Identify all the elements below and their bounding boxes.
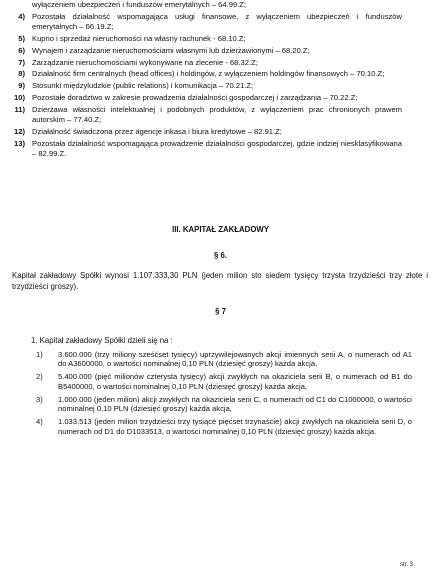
list-item-number: 12) (14, 127, 25, 137)
share-series-list (36, 350, 412, 440)
list-item-text: Pozostała działalność wspomagająca prowadzenie działalności gospodarczej, gdzie indziej niesklasyfikowana – 82.99.Z. (32, 138, 402, 159)
list-item-number: 9) (18, 81, 25, 91)
list-item (36, 395, 412, 414)
paragraph-7-intro: 1. Kapitał zakładowy Spółki dzieli się na : (31, 336, 173, 345)
list-item-text: 1.033.513 (jeden milion trzydzieści trzy tysiące pięćset trzynaście) akcji zwykłych na okaziciela serii D, o numerach od D1 do D1033513, o wartości nominalnej 0,10 PLN (dziesięć groszy) każda akcja. (58, 417, 412, 436)
list-item-number: 4) (18, 11, 25, 21)
list-item-text: Zarządzanie nieruchomościami wykonywane na zlecenie - 68.32.Z; (32, 57, 258, 67)
list-item (0, 127, 441, 138)
list-item (0, 46, 441, 57)
list-item (0, 81, 441, 92)
list-item-text: Wynajem i zarządzanie nieruchomościami własnymi lub dzierżawionymi – 68.20.Z; (32, 45, 310, 55)
list-item-text: 5.400.000 (pięć milionów czterysta tysięcy) akcji zwykłych na okaziciela serii B, o numerach od B1 do B5400000, o wartości nominalnej 0,10 PLN (dziesięć groszy) każda akcja, (58, 372, 412, 391)
list-item-number: 5) (18, 34, 25, 44)
list-item (0, 105, 441, 126)
list-item (36, 372, 412, 391)
paragraph-7-heading: § 7 (215, 307, 226, 316)
list-item-text: Stosunki międzyludzkie (public relations) i komunikacja – 70.21.Z; (32, 81, 254, 91)
list-item-number: 3) (36, 394, 43, 404)
list-item-text: Działalność świadczona przez agencje inkasa i biura kredytowe – 82.91.Z; (32, 127, 282, 137)
list-item-text: 1.000.000 (jeden milion) akcji zwykłych na okaziciela serii C, o numerach od C1 do C1000000, o wartości nominalnej 0,10 PLN (dziesięć groszy) każda akcja, (58, 394, 412, 414)
list-item-text: Działalność firm centralnych (head offices) i holdingów, z wyłączeniem holdingów finansowych – 70.10.Z; (32, 69, 385, 79)
list-item-text: Dzierżawa własności intelektualnej i podobnych produktów, z wyłączeniem prac chronionych prawem autorskim – 77.40.Z; (32, 104, 402, 125)
list-item-number: 10) (14, 93, 25, 103)
list-item-number: 1) (36, 350, 43, 359)
paragraph-6-heading: § 6. (213, 251, 227, 260)
list-item-number: 4) (36, 417, 43, 427)
list-item-text: 3.600.000 (trzy miliony sześćset tysięcy) uprzywilejowanych akcji imiennych serii A, o numerach od A1 do A3600000, o wartości nominalnej 0,10 PLN (dziesięć groszy) każda akcja, (58, 350, 412, 369)
list-item-number: 13) (14, 138, 25, 148)
pkd-activity-list (0, 0, 441, 160)
section-heading: III. KAPITAŁ ZAKŁADOWY (172, 225, 269, 234)
page-number: str. 3 (399, 562, 413, 568)
list-item-text: wyłączeniem ubezpieczeń i funduszów emerytalnych – 64.99.Z; (32, 0, 247, 9)
list-item (0, 12, 441, 33)
list-item (0, 34, 441, 45)
list-item-number: 11) (14, 104, 25, 114)
paragraph-6-text: Kapitał zakładowy Spółki wynosi 1.107.333,30 PLN (jeden milion sto siedem tysięcy trzysta trzydzieści trzy złote i trzydzieści groszy). (12, 271, 428, 291)
list-item-number: 8) (18, 69, 25, 79)
list-item (0, 0, 441, 11)
list-item (0, 139, 441, 160)
list-item-number: 7) (18, 57, 25, 67)
list-item-number (0, 0, 32, 11)
list-item-number: 6) (18, 45, 25, 55)
list-item-text: Pozostała działalność wspomagająca usługi finansowe, z wyłączeniem ubezpieczeń i funduszów emerytalnych – 66.19.Z; (32, 11, 402, 32)
list-item (36, 417, 412, 436)
list-item-number: 2) (36, 372, 43, 382)
list-item (0, 93, 441, 104)
list-item-text: Kupno i sprzedaż nieruchomości na własny rachunek - 68.10.Z; (32, 34, 246, 44)
list-item (36, 350, 412, 369)
list-item (0, 69, 441, 80)
list-item (0, 58, 441, 69)
list-item-text: Pozostałe doradztwo w zakresie prowadzenia działalności gospodarczej i zarządzania – 70.22.Z; (32, 93, 358, 103)
